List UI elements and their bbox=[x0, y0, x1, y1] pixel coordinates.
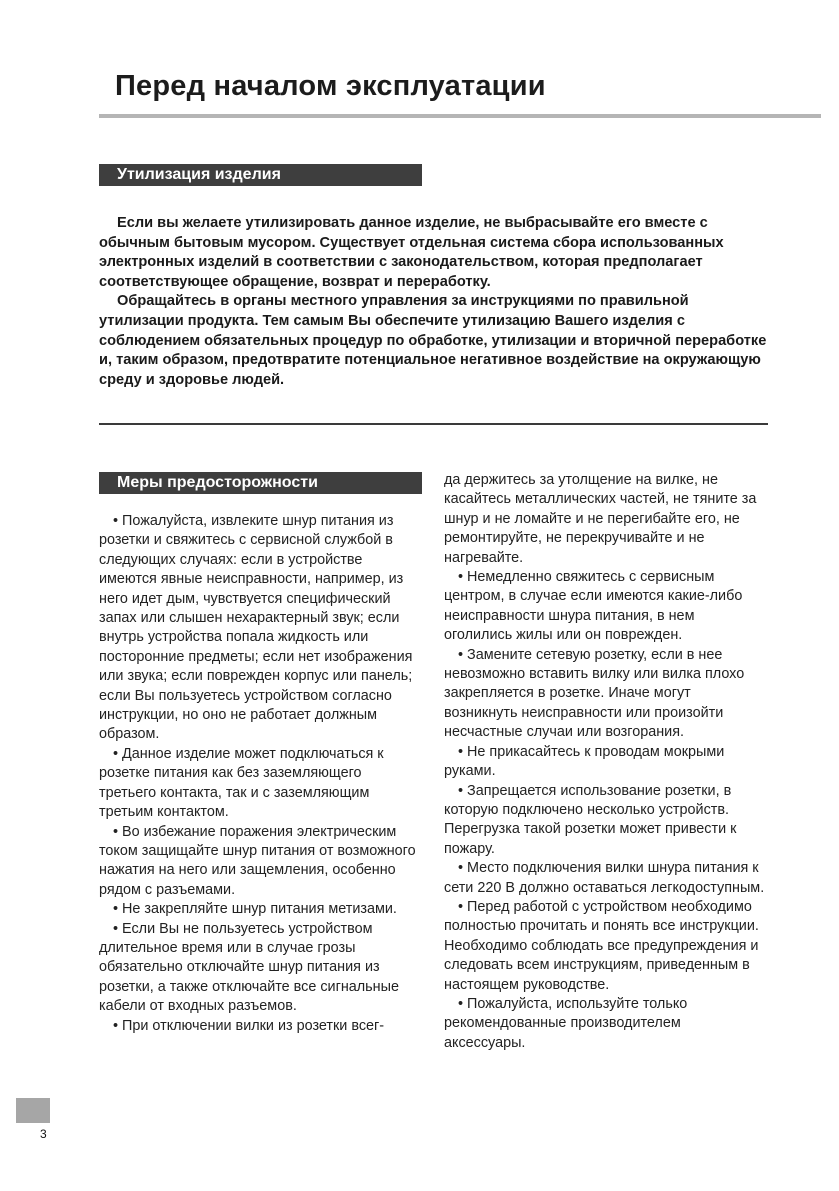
precaution-item: • При отключении вилки из розетки всег- bbox=[113, 1017, 385, 1034]
page-title: Перед началом эксплуатации bbox=[115, 70, 546, 102]
precaution-item: • Место подключения вилки шнура питания к сети 220 В должно оставаться легкодоступным. bbox=[444, 860, 765, 896]
precaution-item: • Замените сетевую розетку, если в нее невозможно вставить вилку или вилка плохо закрепляется в розетке. Иначе могут возникнуть неисправности или произойти несчастные случаи или возгорания. bbox=[444, 646, 745, 741]
precaution-item: • Во избежание поражения электрическим током защищайте шнур питания от возможного нажатия на него или защемления, особенно рядом с разъемами. bbox=[99, 823, 416, 898]
precaution-item: • Перед работой с устройством необходимо полностью прочитать и понять все инструкции. Необходимо соблюдать все предупреждения и следовать всем инструкциям, приведенным в настоящем руководстве. bbox=[444, 898, 759, 993]
page-number: 3 bbox=[40, 1127, 47, 1141]
title-rule bbox=[99, 114, 821, 118]
precautions-left-column bbox=[99, 512, 419, 1036]
disposal-text bbox=[99, 214, 769, 390]
precaution-item: • Немедленно свяжитесь с сервисным центром, в случае если имеются какие-либо неисправности шнура питания, в нем оголились жилы или он поврежден. bbox=[444, 569, 743, 644]
disposal-paragraph: Обращайтесь в органы местного управления за инструкциями по правильной утилизации продукта. Тем самым Вы обеспечите утилизацию Вашего изделия с соблюдением обязательных процедур по обработке, утилизации и вторичной переработке и, таким образом, предотвратите потенциальное негативное воздействие на окружающую среду и здоровье людей. bbox=[99, 293, 767, 388]
precaution-item: • Не закрепляйте шнур питания метизами. bbox=[113, 901, 397, 918]
precautions-right-column bbox=[444, 471, 766, 1053]
page-marker bbox=[16, 1098, 50, 1123]
precautions-heading: Меры предосторожности bbox=[99, 472, 422, 494]
precaution-item: • Пожалуйста, используйте только рекомендованные производителем аксессуары. bbox=[444, 995, 688, 1051]
precaution-item: • Если Вы не пользуетесь устройством длительное время или в случае грозы обязательно отключайте шнур питания из розетки, а также отключайте все сигнальные кабели от входных разъемов. bbox=[99, 920, 399, 1015]
disposal-paragraph: Если вы желаете утилизировать данное изделие, не выбрасывайте его вместе с обычным бытовым мусором. Существует отдельная система сбора использованных электронных изделий в соответствии с законодательством, которая предполагает соответствующее обращение, возврат и переработку. bbox=[99, 215, 724, 290]
precaution-item: • Данное изделие может подключаться к розетке питания как без заземляющего третьего контакта, так и с заземляющим третьим контактом. bbox=[99, 745, 384, 821]
disposal-heading: Утилизация изделия bbox=[99, 164, 422, 186]
precaution-item: • Запрещается использование розетки, в которую подключено несколько устройств. Перегрузка такой розетки может привести к пожару. bbox=[444, 782, 737, 857]
section-divider bbox=[99, 423, 768, 425]
precaution-continuation: да держитесь за утолщение на вилке, не касайтесь металлических частей, не тяните за шнур и не ломайте и не перегибайте его, не ремонтируйте, не перекручивайте и не нагревайте. bbox=[444, 472, 757, 566]
precaution-item: • Пожалуйста, извлеките шнур питания из розетки и свяжитесь с сервисной службой в следующих случаях: если в устройстве имеются явные неисправности, например, из него идет дым, чувствуется специфический запах или слышен нехарактерный звук; если внутрь устройства попала жидкость или посторонние предметы; если нет изображения или звука; если поврежден корпус или панель; если Вы пользуетесь устройством согласно инструкции, но оно не работает должным образом. bbox=[99, 513, 413, 743]
precaution-item: • Не прикасайтесь к проводам мокрыми руками. bbox=[444, 743, 725, 780]
